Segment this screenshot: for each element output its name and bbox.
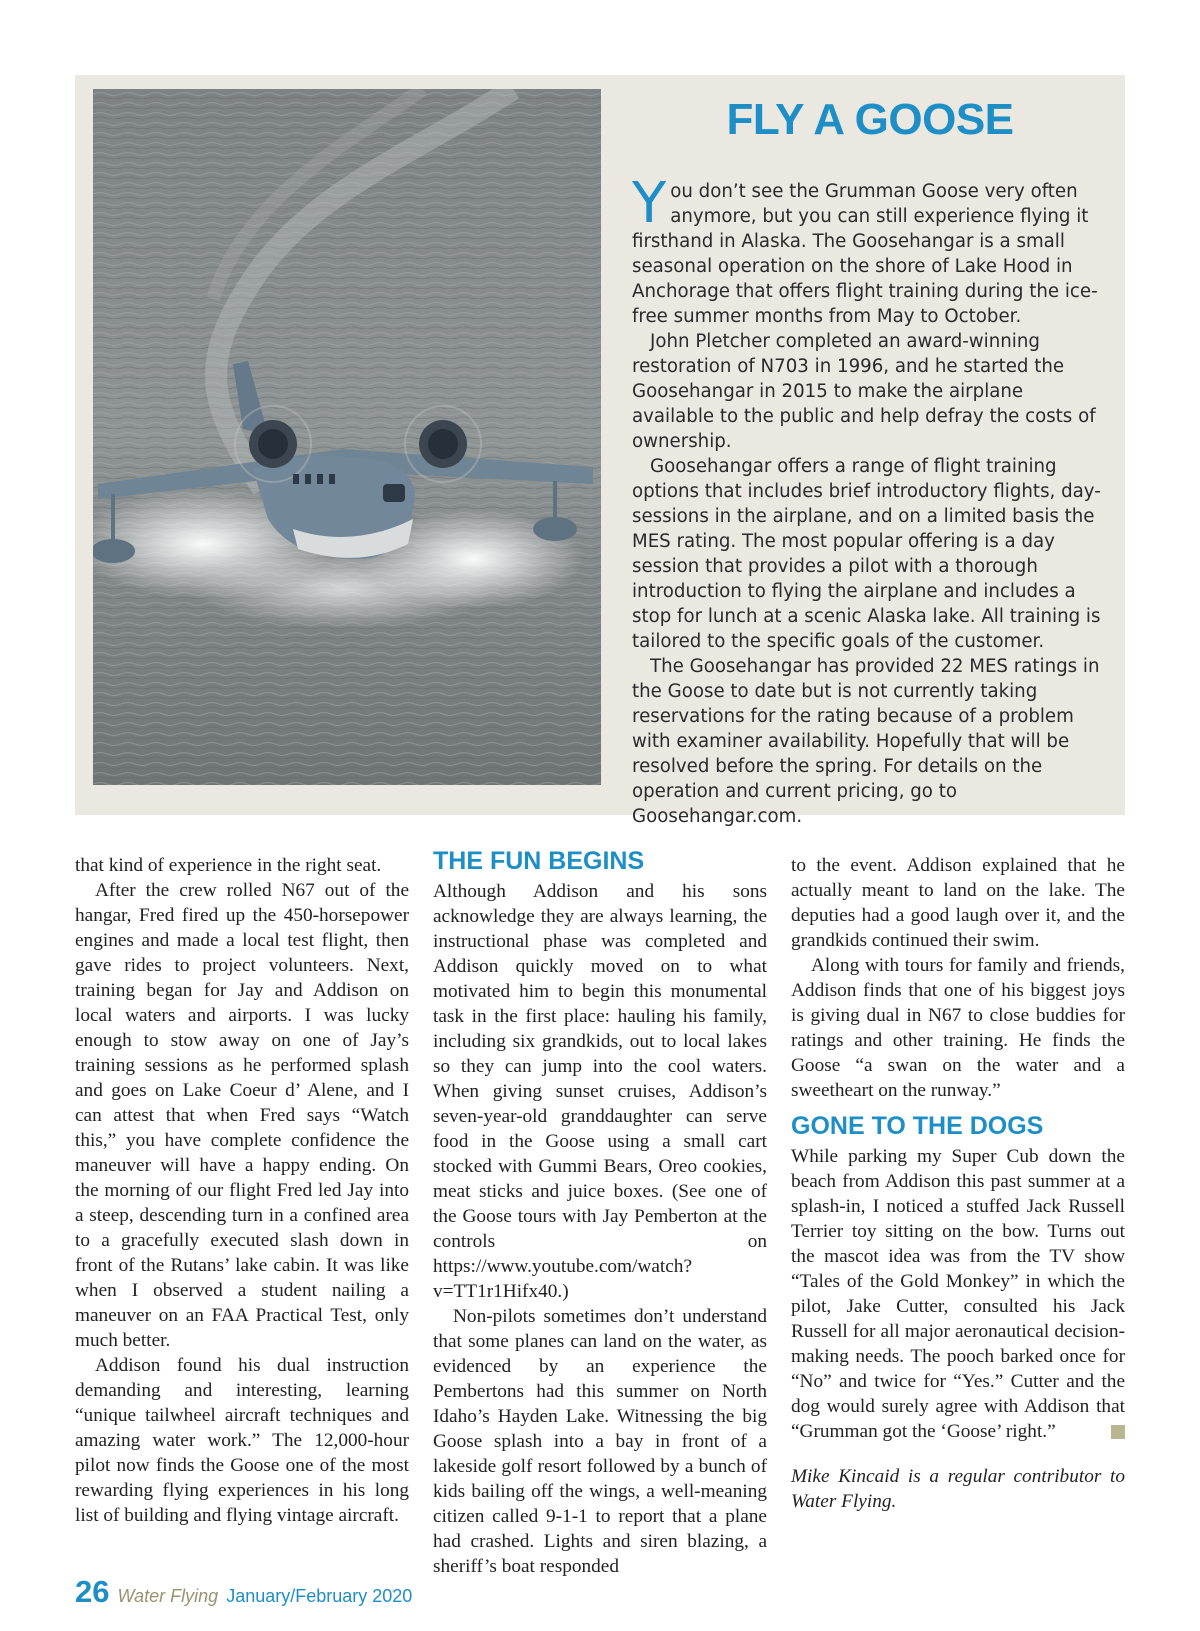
article-paragraph: that kind of experience in the right seat.	[75, 855, 382, 876]
byline-text: is a regular contributor to Water Flying.	[791, 1466, 1125, 1512]
issue-date: January/February 2020	[226, 1586, 413, 1606]
sidebar-paragraph: Goosehangar offers a range of flight training options that includes brief introductory flights, day-sessions in the airplane, and on a limited basis the MES rating. The most popular offering is a day session that provides a pilot with a thorough introduction to flying the airplane and includes a stop for lunch at a scenic Alaska lake. All training is tailored to the specific goals of the customer.	[632, 456, 1101, 652]
sidebar-body	[632, 171, 1107, 829]
sidebar-paragraph: John Pletcher completed an award-winning restoration of N703 in 1996, and he started the Goosehangar in 2015 to make the airplane available to the public and help defray the costs of ownership.	[632, 331, 1096, 452]
sidebar-paragraph: The Goosehangar has provided 22 MES ratings in the Goose to date but is not currently taking reservations for the rating because of a problem with examiner availability. Hopefully that will be resolved before the spring. For details on the operation and current pricing, go to Goosehangar.com.	[632, 656, 1100, 827]
sidebar-title: FLY A GOOSE	[726, 95, 1014, 144]
article-paragraph	[791, 1144, 1125, 1444]
article-column-3	[791, 853, 1125, 1514]
grumman-goose-photo	[93, 89, 601, 785]
article-paragraph-text: While parking my Super Cub down the beach from Addison this past summer at a splash-in, I noticed a stuffed Jack Russell Terrier toy sitting on the bow. Turns out the mascot idea was from the TV show “Tales of the Gold Monkey” in which the pilot, Jake Cutter, consulted his Jack Russell for all major aeronautical decision-making needs. The pooch barked once for “No” and twice for “Yes.” Cutter and the dog would surely agree with Addison that “Grumman got the ‘Goose’ right.”	[791, 1146, 1125, 1442]
article-paragraph: to the event. Addison explained that he actually meant to land on the lake. The deputies had a good laugh over it, and the grandkids continued their swim.	[791, 855, 1125, 951]
sidebar-box	[75, 75, 1125, 827]
article-column-2	[433, 846, 767, 1579]
article-paragraph: Although Addison and his sons acknowledge they are always learning, the instructional phase was completed and Addison quickly moved on to what motivated him to begin this monumental task in the first place: hauling his family, including six grandkids, out to local lakes so they can jump into the cool waters. When giving sunset cruises, Addison’s seven-year-old granddaughter can serve food in the Goose using a small cart stocked with Gummi Bears, Oreo cookies, meat sticks and juice boxes. (See one of the Goose tours with Jay Pemberton at the controls on https://www.youtube.com/watch?v=TT1r1Hifx40.)	[433, 881, 767, 1302]
page-number: 26	[75, 1574, 110, 1609]
magazine-name: Water Flying	[117, 1586, 219, 1606]
drop-cap: Y	[632, 171, 667, 236]
end-mark-icon	[1111, 1425, 1125, 1439]
article-paragraph: Addison found his dual instruction demanding and interesting, learning “unique tailwheel aircraft techniques and amazing water work.” The 12,000-hour pilot now finds the Goose one of the most rewarding flying experiences in his long list of building and flying vintage aircraft.	[75, 1355, 409, 1526]
article-paragraph: Along with tours for family and friends, Addison finds that one of his biggest joys is giving dual in N67 to close buddies for ratings and other training. He finds the Goose “a swan on the water and a sweetheart on the runway.”	[791, 955, 1125, 1101]
author-byline	[791, 1464, 1125, 1514]
article-paragraph: After the crew rolled N67 out of the hangar, Fred fired up the 450-horsepower engines and made a local test flight, then gave rides to project volunteers. Next, training began for Jay and Addison on local waters and airports. I was lucky enough to stow away on one of Jay’s training sessions as he performed splash and goes on Lake Coeur d’ Alene, and I can attest that when Fred says “Watch this,” you have complete confidence the maneuver will have a happy ending. On the morning of our flight Fred led Jay into a steep, descending turn in a confined area to a gracefully executed slash down in front of the Rutans’ lake cabin. It was like when I observed a student nailing a maneuver on an FAA Practical Test, only much better.	[75, 880, 409, 1351]
page-footer	[75, 1574, 412, 1610]
sidebar-paragraph-text: ou don’t see the Grumman Goose very often anymore, but you can still experience flying it firsthand in Alaska. The Goosehangar is a small seasonal operation on the shore of Lake Hood in Anchorage that offers flight training during the ice-free summer months from May to October.	[632, 181, 1098, 327]
seaplane-image	[93, 89, 601, 785]
section-heading-gone-to-the-dogs: GONE TO THE DOGS	[791, 1112, 1044, 1140]
section-heading-fun-begins: THE FUN BEGINS	[433, 847, 645, 875]
article-column-1	[75, 853, 409, 1528]
article-paragraph: Non-pilots sometimes don’t understand that some planes can land on the water, as evidenced by an experience the Pembertons had this summer on North Idaho’s Hayden Lake. Witnessing the big Goose splash into a bay in front of a lakeside golf resort followed by a bunch of kids bailing off the wings, a well-meaning citizen called 9-1-1 to report that a plane had crashed. Lights and siren blazing, a sheriff’s boat responded	[433, 1306, 767, 1577]
author-name: Mike Kincaid	[791, 1466, 900, 1487]
sidebar-paragraph	[632, 171, 1107, 329]
